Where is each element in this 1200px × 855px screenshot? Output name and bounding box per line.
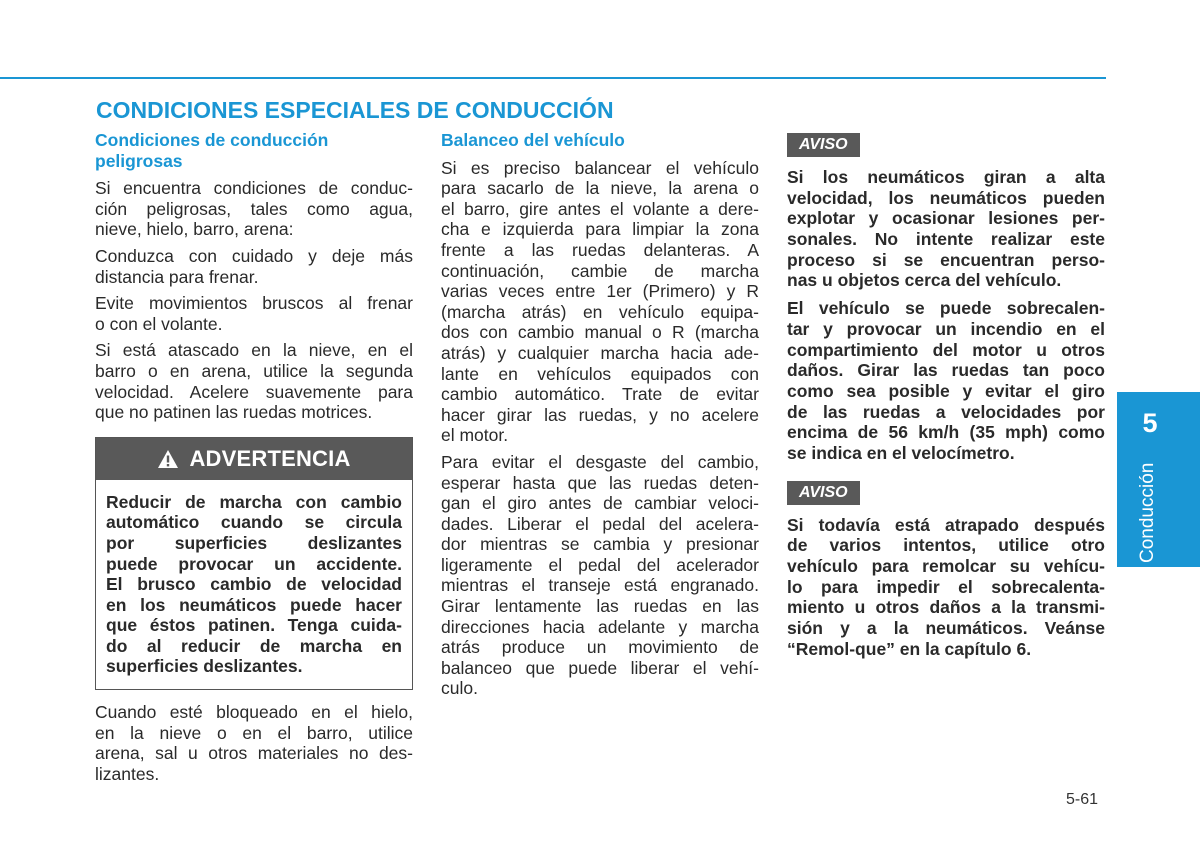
text-line: esperar hasta que las ruedas deten-	[441, 472, 759, 493]
text-line: dos con cambio manual o R (marcha	[441, 322, 759, 343]
text-line: atrás produce un movimiento de	[441, 637, 759, 658]
notice-line: como sea posible y evitar el giro	[787, 380, 1105, 401]
paragraph	[95, 702, 413, 784]
text-line: arena, sal u otros materiales no des-	[95, 743, 413, 764]
text-line: lizantes.	[95, 763, 160, 784]
text-line: atrás) y cualquier marcha hacia ade-	[441, 342, 759, 363]
warning-label: ADVERTENCIA	[189, 445, 351, 471]
notice-line: de las ruedas a velocidades por	[787, 401, 1105, 422]
notice-line: velocidad, los neumáticos pueden	[787, 187, 1105, 208]
subheading-line: Condiciones de conducción	[95, 130, 329, 150]
warning-line: automático cuando se circula	[106, 512, 402, 533]
paragraph	[95, 293, 413, 334]
notice-line: tar y provocar un incendio en el	[787, 318, 1105, 339]
warning-line: puede provocar un accidente.	[106, 553, 402, 574]
notice-line: miento u otros daños a la transmi-	[787, 597, 1105, 618]
notice-line: lo para impedir el sobrecalenta-	[787, 576, 1105, 597]
notice-line: se indica en el velocímetro.	[787, 442, 1015, 463]
warning-line: superficies deslizantes.	[106, 656, 303, 677]
chapter-label: Conducción	[1137, 462, 1158, 563]
notice-line: compartimiento del motor u otros	[787, 339, 1105, 360]
text-line: varias veces entre 1er (Primero) y R	[441, 281, 759, 302]
text-line: el barro, gire antes el volante a dere-	[441, 198, 759, 219]
text-line: para sacarlo de la nieve, la arena o	[441, 178, 759, 199]
warning-line: por superficies deslizantes	[106, 532, 402, 553]
section-title: CONDICIONES ESPECIALES DE CONDUCCIÓN	[96, 97, 614, 123]
subheading-line: Balanceo del vehículo	[441, 130, 625, 150]
text-line: culo.	[441, 678, 478, 699]
notice-badge: AVISO	[787, 133, 860, 157]
subheading-dangerous-conditions	[95, 130, 413, 171]
notice-line: “Remol-que” en la capítulo 6.	[787, 638, 1032, 659]
text-line: direcciones hacia adelante y marcha	[441, 616, 759, 637]
text-line: Cuando esté bloqueado en el hielo,	[95, 702, 413, 723]
warning-line: El brusco cambio de velocidad	[106, 574, 402, 595]
text-line: mientras el transeje está engranado.	[441, 575, 759, 596]
text-line: velocidad. Acelere suavemente para	[95, 381, 413, 402]
text-line: barro o en arena, utilice la segunda	[95, 360, 413, 381]
text-line: dor mientras se cambia y presionar	[441, 534, 759, 555]
notice-line: Si los neumáticos giran a alta	[787, 167, 1105, 187]
warning-line: en los neumáticos puede hacer	[106, 594, 402, 615]
notice-line: explotar y ocasionar lesiones per-	[787, 208, 1105, 229]
text-line: Girar lentamente las ruedas en las	[441, 596, 759, 617]
text-line: Si encuentra condiciones de conduc-	[95, 178, 413, 199]
text-line: gan el giro antes de cambiar veloci-	[441, 493, 759, 514]
warning-line: que éstos patinen. Tenga cuida-	[106, 615, 402, 636]
paragraph	[441, 452, 759, 699]
header-rule	[0, 77, 1106, 79]
text-line: nieve, hielo, barro, arena:	[95, 219, 294, 240]
notice-badge: AVISO	[787, 481, 860, 505]
text-line: hacer girar las ruedas, y no acelere	[441, 404, 759, 425]
warning-line: do al reducir de marcha en	[106, 635, 402, 656]
paragraph	[95, 178, 413, 240]
notice-line: El vehículo se puede sobrecalen-	[787, 298, 1105, 319]
text-line: Si es preciso balancear el vehículo	[441, 157, 759, 178]
middle-column	[441, 130, 759, 705]
warning-box	[95, 437, 413, 690]
subheading-vehicle-rocking	[441, 130, 759, 151]
text-line: cha e izquierda para limpiar la zona	[441, 219, 759, 240]
text-line: continuación, cambie de marcha	[441, 260, 759, 281]
notice-line: vehículo para remolcar su vehícu-	[787, 556, 1105, 576]
text-line: Para evitar el desgaste del cambio,	[441, 451, 759, 472]
text-line: ligeramente el pedal del acelerador	[441, 554, 759, 575]
notice-line: de varios intentos, utilice otro	[787, 535, 1105, 556]
text-line: balanceo que puede liberar el vehí-	[441, 657, 759, 678]
notice-line: sonales. No intente realizar este	[787, 229, 1105, 250]
chapter-tab	[1117, 392, 1200, 567]
text-line: que no patinen las ruedas motrices.	[95, 402, 373, 423]
text-line: o con el volante.	[95, 313, 223, 334]
notice-line: proceso si se encuentran perso-	[787, 249, 1105, 270]
paragraph	[95, 246, 413, 287]
text-line: Conduzca con cuidado y deje más	[95, 245, 413, 266]
left-column	[95, 130, 413, 790]
notice-line: encima de 56 km/h (35 mph) como	[787, 422, 1105, 443]
warning-line: Reducir de marcha con cambio	[106, 491, 402, 512]
right-column	[787, 130, 1105, 666]
text-line: cambio automático. Trate de evitar	[441, 384, 759, 405]
text-line: ción peligrosas, tales como agua,	[95, 198, 413, 219]
warning-triangle-icon	[157, 449, 179, 469]
text-line: dades. Liberar el pedal del acelera-	[441, 513, 759, 534]
text-line: frente a las ruedas delanteras. A	[441, 239, 759, 260]
text-line: (marcha atrás) en vehículo equipa-	[441, 301, 759, 322]
text-line: Si está atascado en la nieve, en el	[95, 340, 413, 361]
warning-header	[96, 438, 412, 480]
text-line: distancia para frenar.	[95, 266, 259, 287]
page-number: 5-61	[1066, 791, 1099, 808]
text-line: lante en vehículos equipados con	[441, 363, 759, 384]
subheading-line: peligrosas	[95, 150, 183, 171]
paragraph	[441, 158, 759, 446]
notice-line: sión y a la neumáticos. Veánse	[787, 618, 1105, 639]
paragraph	[95, 340, 413, 422]
notice-paragraph	[787, 298, 1105, 464]
warning-text	[96, 480, 412, 689]
notice-paragraph	[787, 515, 1105, 660]
text-line: el motor.	[441, 425, 509, 446]
text-line: Evite movimientos bruscos al frenar	[95, 293, 413, 314]
notice-line: Si todavía está atrapado después	[787, 514, 1105, 535]
notice-paragraph	[787, 167, 1105, 291]
notice-line: nas u objetos cerca del vehículo.	[787, 270, 1062, 291]
notice-line: daños. Girar las ruedas tan poco	[787, 360, 1105, 381]
text-line: en la nieve o en el barro, utilice	[95, 722, 413, 743]
chapter-number: 5	[1142, 408, 1158, 438]
